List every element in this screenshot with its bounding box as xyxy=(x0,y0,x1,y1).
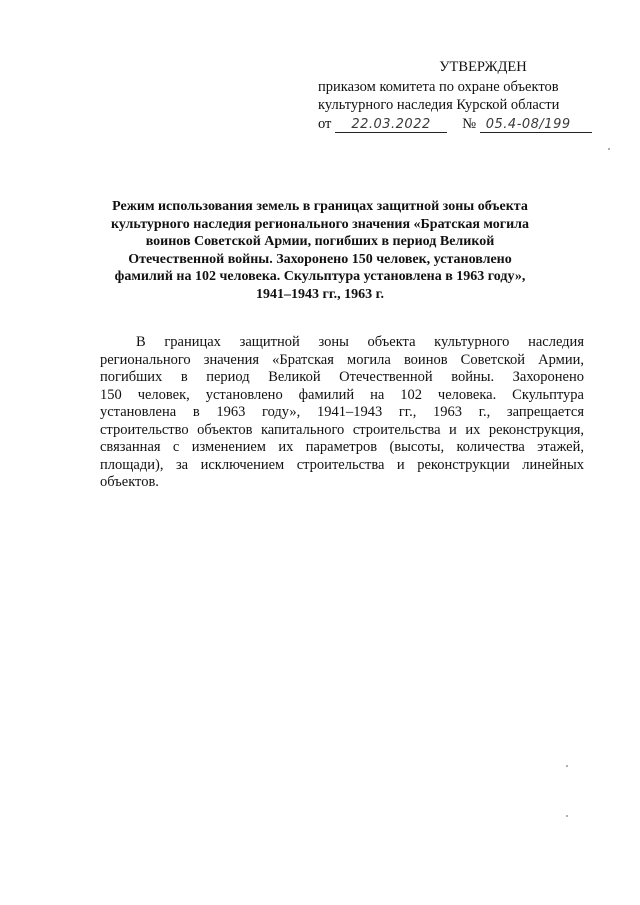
document-title xyxy=(100,198,540,303)
body-line: связанная с изменением их параметров (высоты, количества этажей, xyxy=(100,439,584,455)
body-line: регионального значения «Братская могила воинов Советской Армии, xyxy=(100,351,584,368)
approval-heading: УТВЕРЖДЕН xyxy=(439,59,527,75)
scan-speck xyxy=(566,765,568,767)
scan-speck xyxy=(608,148,610,150)
approval-date-line xyxy=(318,115,608,133)
body-line: установлена в 1963 году», 1941–1943 гг., 1963 г., запрещается xyxy=(100,404,584,420)
approval-line-1: приказом комитета по охране объектов xyxy=(318,79,559,95)
body-line: площади), за исключением строительства и реконструкции линейных xyxy=(100,456,584,473)
handwritten-number: 05.4-08/199 xyxy=(480,118,592,133)
title-line: Отечественной войны. Захоронено 150 человек, установлено xyxy=(128,251,512,267)
number-prefix: № xyxy=(462,116,477,132)
title-line: культурного наследия регионального значения «Братская могила xyxy=(110,216,530,232)
approval-line-2: культурного наследия Курской области xyxy=(318,97,560,113)
body-line: 150 человек, установлено фамилий на 102 человека. Скульптура xyxy=(100,386,584,403)
body-line: строительство объектов капитального строительства и их реконструкция, xyxy=(100,421,584,438)
title-line: 1941–1943 гг., 1963 г. xyxy=(256,286,384,302)
document-body xyxy=(100,334,584,492)
title-line: воинов Советской Армии, погибших в период Великой xyxy=(145,234,495,249)
body-line: объектов. xyxy=(100,474,159,490)
body-line: В границах защитной зоны объекта культурного наследия xyxy=(136,334,584,350)
title-line: Режим использования земель в границах защитной зоны объекта xyxy=(112,199,528,214)
body-line: погибших в период Великой Отечественной войны. Захоронено xyxy=(100,369,584,385)
approval-stamp xyxy=(318,58,608,133)
scan-speck xyxy=(566,815,568,817)
date-prefix: от xyxy=(318,116,332,132)
title-line: фамилий на 102 человека. Скульптура установлена в 1963 году», xyxy=(114,269,526,284)
handwritten-date: 22.03.2022 xyxy=(335,118,447,133)
